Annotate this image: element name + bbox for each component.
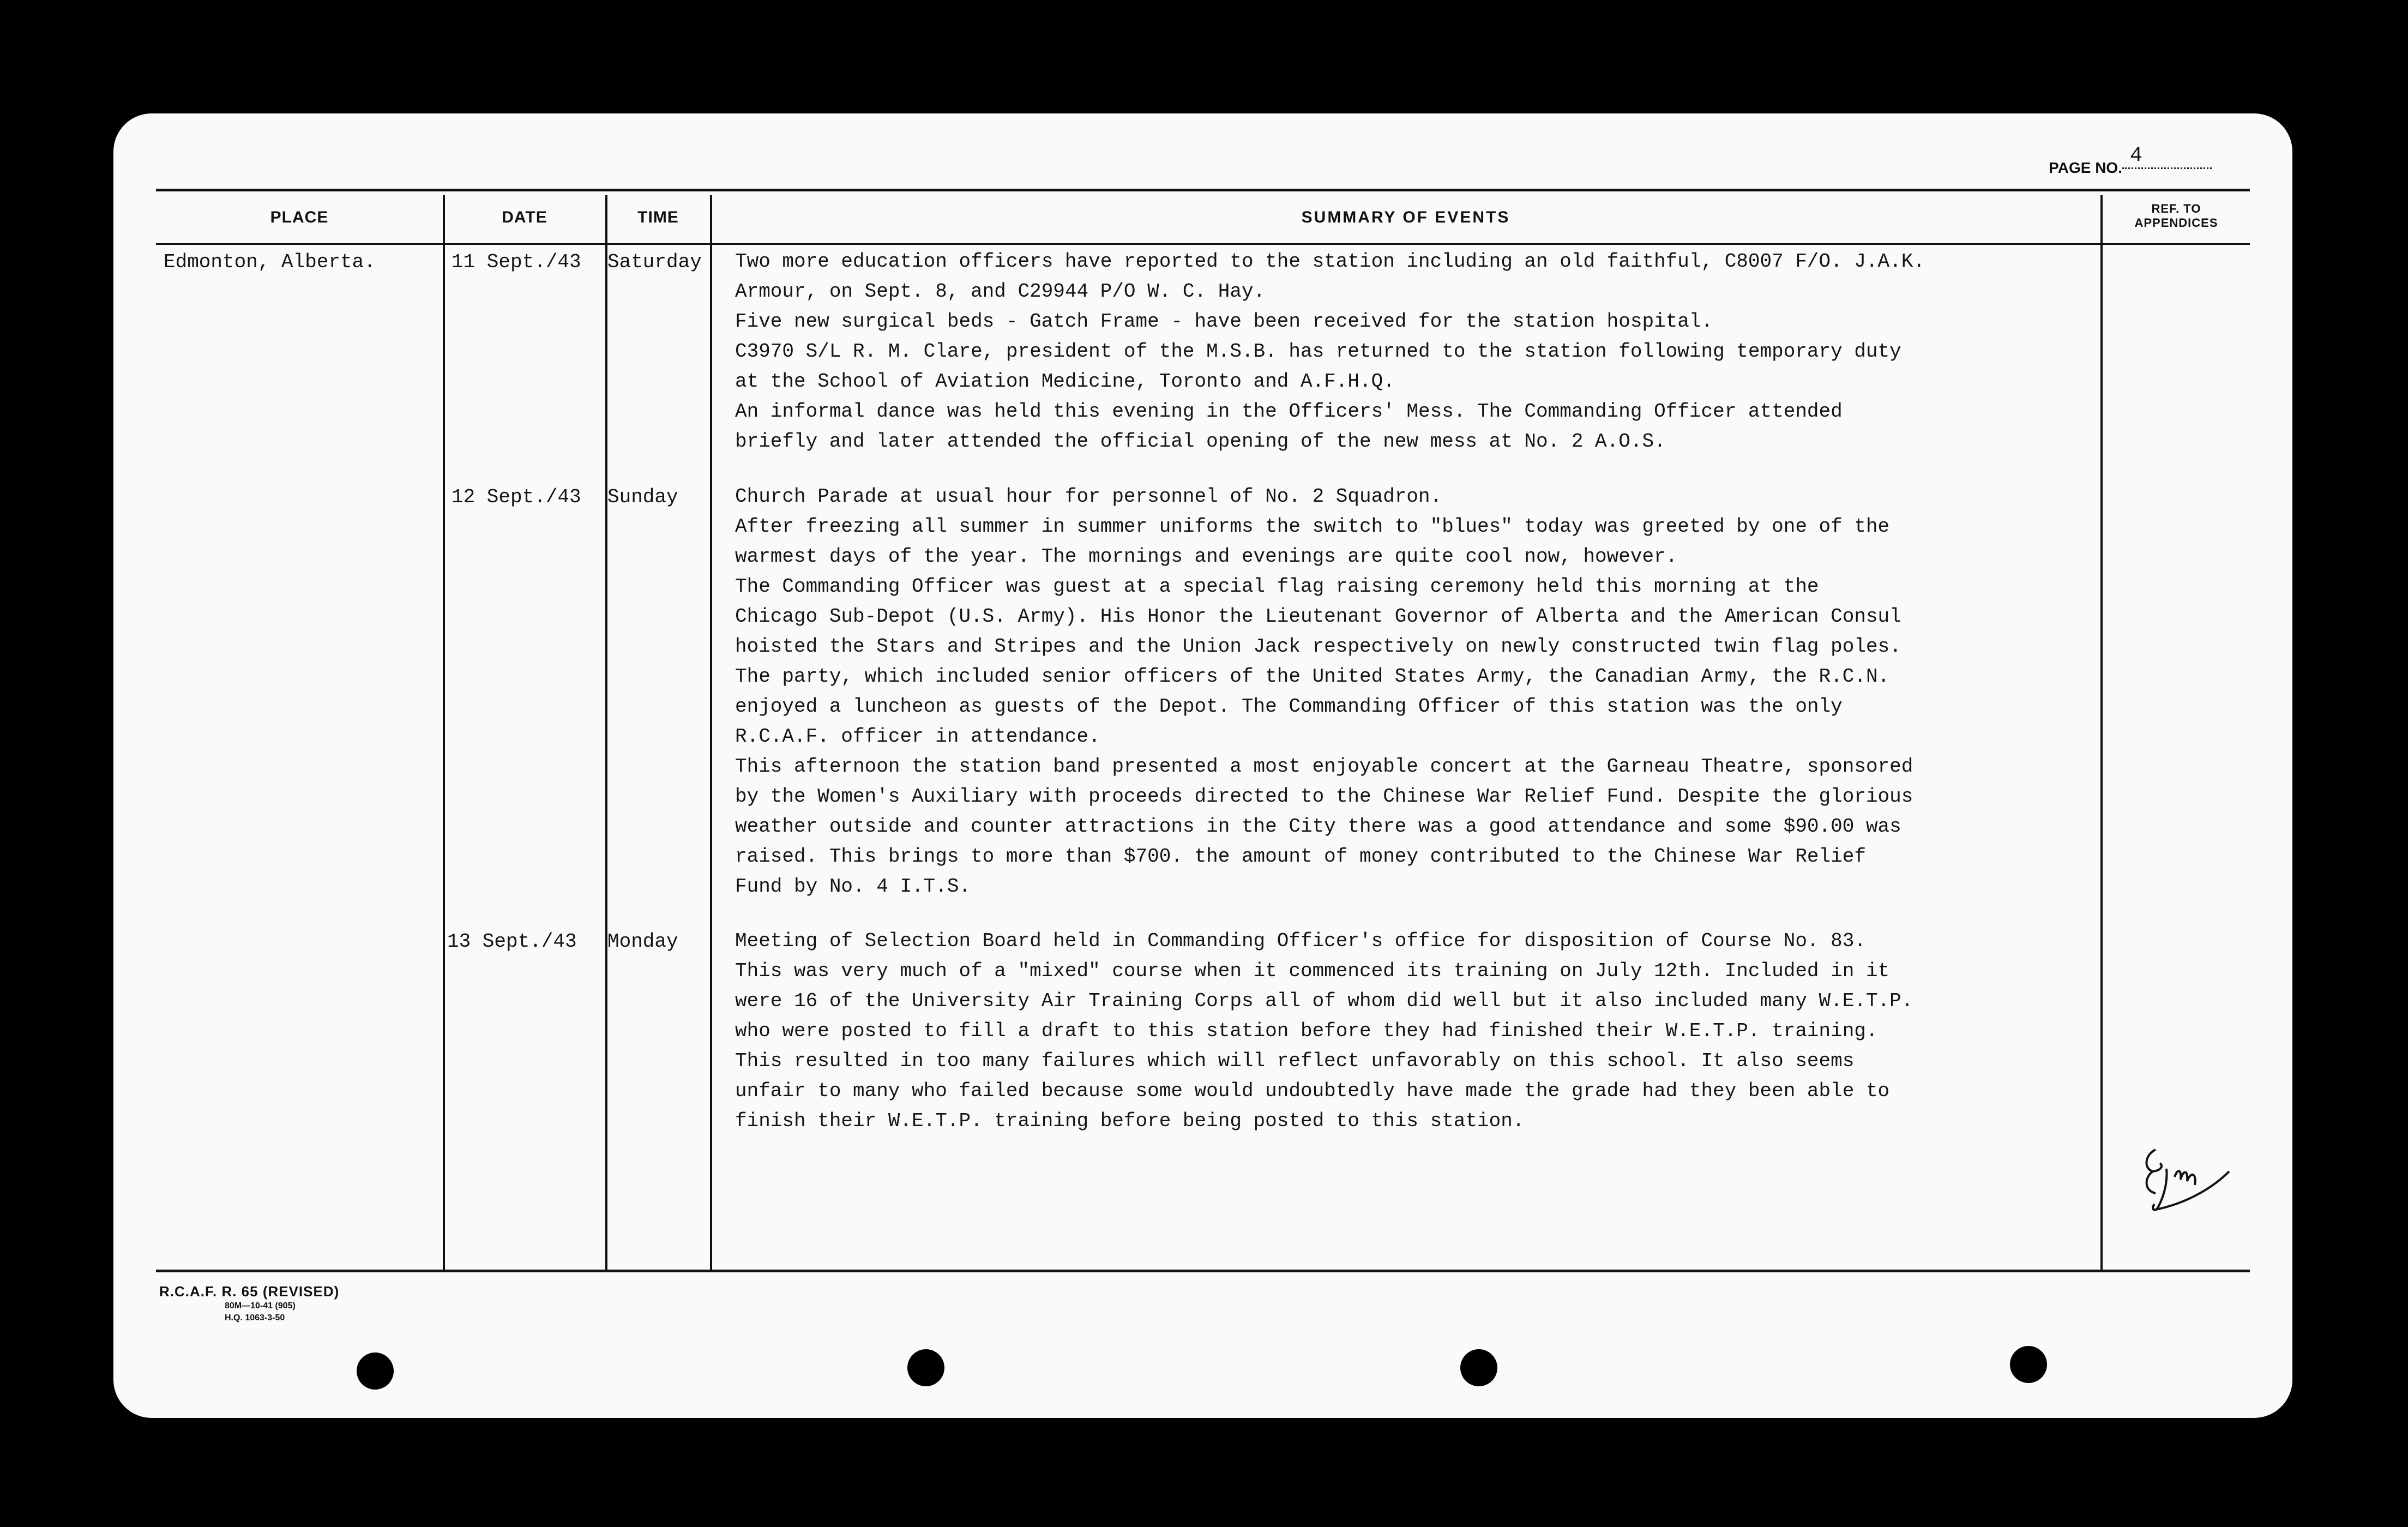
summary-line: briefly and later attended the official opening of the new mess at No. 2 A.O.S. [735, 430, 1666, 453]
form-number: R.C.A.F. R. 65 (REVISED) [159, 1283, 340, 1300]
summary-line: by the Women's Auxiliary with proceeds directed to the Chinese War Relief Fund. Despite the glorious [735, 785, 1913, 808]
divider-place-date [443, 195, 445, 1271]
binder-hole [357, 1352, 394, 1390]
form-hq-code: H.Q. 1063-3-50 [225, 1313, 285, 1322]
summary-line: This resulted in too many failures which will reflect unfavorably on this school. It also seems [735, 1050, 1855, 1072]
summary-line: were 16 of the University Air Training Corps all of whom did well but it also included many W.E.T.P. [735, 990, 1913, 1012]
summary-line: R.C.A.F. officer in attendance. [735, 725, 1100, 748]
summary-line: hoisted the Stars and Stripes and the Union Jack respectively on newly constructed twin flag poles. [735, 635, 1901, 658]
page-number-label: PAGE NO. [2049, 159, 2122, 176]
summary-line: raised. This brings to more than $700. the amount of money contributed to the Chinese War Relief [735, 845, 1866, 868]
summary-line: who were posted to fill a draft to this station before they had finished their W.E.T.P. training. [735, 1020, 1878, 1042]
summary-line: Meeting of Selection Board held in Commanding Officer's office for disposition of Course No. 83. [735, 930, 1866, 952]
summary-line: An informal dance was held this evening in the Officers' Mess. The Commanding Officer attended [735, 400, 1843, 423]
header-bottom-rule [156, 243, 2250, 245]
column-heading-ref [2103, 202, 2250, 230]
page-number [2049, 144, 2212, 181]
summary-line: This afternoon the station band presented a most enjoyable concert at the Garneau Theatre, sponsored [735, 755, 1913, 778]
table-bottom-rule [156, 1270, 2250, 1272]
entry-2-time: Sunday [607, 486, 678, 508]
summary-line: unfair to many who failed because some would undoubtedly have made the grade had they been able to [735, 1080, 1890, 1102]
handwritten-initials-signature [2134, 1139, 2243, 1226]
entry-1-summary [735, 247, 1925, 456]
summary-line: Church Parade at usual hour for personnel of No. 2 Squadron. [735, 485, 1442, 508]
summary-line: Two more education officers have reported to the station including an old faithful, C8007 F/O. J.A.K. [735, 250, 1925, 273]
summary-line: finish their W.E.T.P. training before being posted to this station. [735, 1110, 1525, 1132]
header-top-rule [156, 189, 2250, 191]
column-heading-date: DATE [502, 208, 547, 226]
binder-hole [2010, 1346, 2047, 1383]
summary-line: The Commanding Officer was guest at a special flag raising ceremony held this morning at the [735, 575, 1819, 598]
summary-line: The party, which included senior officers of the United States Army, the Canadian Army, the R.C.N. [735, 665, 1890, 688]
form-footer [159, 1283, 339, 1324]
summary-line: at the School of Aviation Medicine, Toronto and A.F.H.Q. [735, 370, 1395, 393]
column-heading-place: PLACE [270, 208, 329, 226]
summary-line: After freezing all summer in summer uniforms the switch to "blues" today was greeted by one of the [735, 515, 1890, 538]
divider-date-time [605, 195, 607, 1271]
summary-line: C3970 S/L R. M. Clare, president of the M.S.B. has returned to the station following temporary duty [735, 340, 1901, 363]
summary-line: enjoyed a luncheon as guests of the Depot. The Commanding Officer of this station was the only [735, 695, 1843, 718]
binder-hole [1460, 1349, 1497, 1386]
entry-3-summary [735, 926, 1913, 1136]
summary-line: Armour, on Sept. 8, and C29944 P/O W. C. Hay. [735, 280, 1266, 303]
divider-time-summary [710, 195, 712, 1271]
form-print-code: 80M—10-41 (905) [225, 1301, 296, 1310]
entry-2-date: 12 Sept./43 [452, 486, 581, 508]
summary-line: Chicago Sub-Depot (U.S. Army). His Honor the Lieutenant Governor of Alberta and the American Consul [735, 605, 1901, 628]
entry-2-summary [735, 482, 1913, 901]
summary-line: weather outside and counter attractions in the City there was a good attendance and some $90.00 was [735, 815, 1901, 838]
entry-3-date: 13 Sept./43 [447, 930, 577, 953]
entry-1-date: 11 Sept./43 [452, 251, 581, 273]
summary-line: Fund by No. 4 I.T.S. [735, 875, 971, 898]
ref-heading-line2: APPENDICES [2134, 216, 2218, 230]
summary-line: Five new surgical beds - Gatch Frame - have been received for the station hospital. [735, 310, 1713, 333]
binder-hole [907, 1349, 944, 1386]
page-number-value: 4 [2122, 144, 2212, 169]
summary-line: This was very much of a "mixed" course when it commenced its training on July 12th. Included in it [735, 960, 1890, 982]
ref-heading-line1: REF. TO [2151, 202, 2201, 215]
diary-page [113, 113, 2292, 1418]
place-cell: Edmonton, Alberta. [164, 251, 376, 273]
divider-summary-ref [2100, 195, 2103, 1271]
column-heading-summary: SUMMARY OF EVENTS [1301, 208, 1510, 226]
summary-line: warmest days of the year. The mornings and evenings are quite cool now, however. [735, 545, 1678, 568]
entry-3-time: Monday [607, 930, 678, 953]
entry-1-time: Saturday [607, 251, 702, 273]
column-heading-time: TIME [637, 208, 679, 226]
